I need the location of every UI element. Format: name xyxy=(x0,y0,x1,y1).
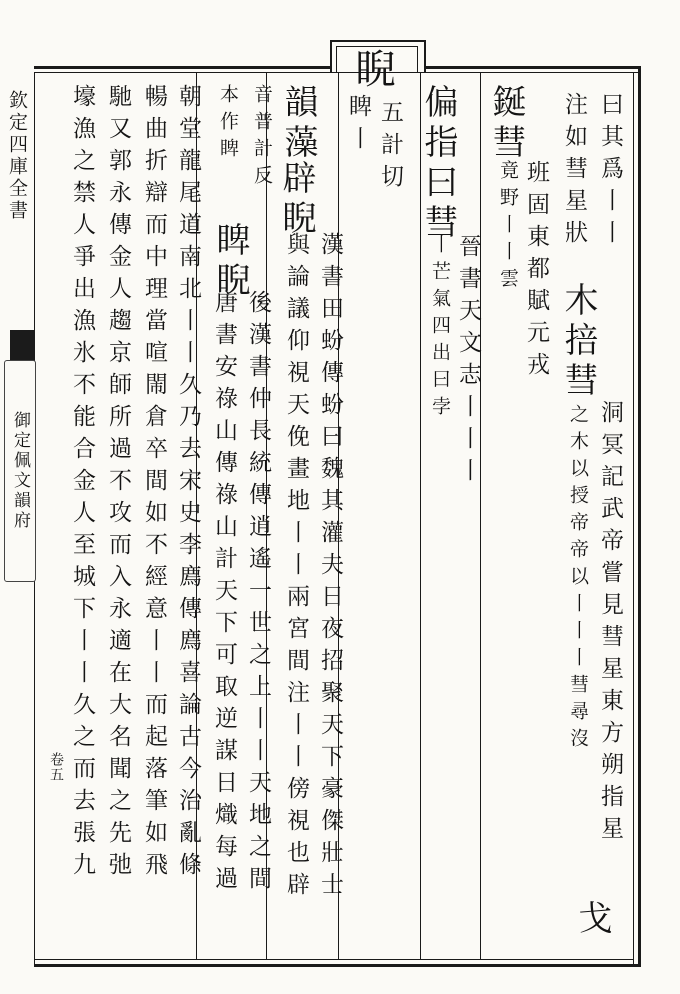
headword-chan-hui: 鋋彗 xyxy=(486,84,526,164)
text-column-8: 丨芒氣四出曰孛 xyxy=(429,234,451,423)
text-column-4-end: 戈 xyxy=(572,900,612,940)
text-column-15: 朝堂龍尾道南北丨丨久乃去宋史李廌傳廌喜論古今治亂條 xyxy=(175,84,201,884)
text-column-18: 壕漁之禁人爭出漁氷不能合金人至城下丨丨久之而去張九 xyxy=(69,84,95,884)
rhyme-reading: 五計切 xyxy=(377,100,403,196)
text-column-7: 晉書天文志丨丨丨 xyxy=(455,234,481,490)
text-column-4: 之木以授帝帝以丨丨丨彗尋沒 xyxy=(567,404,589,755)
frame-right-inner-rule xyxy=(633,72,634,966)
text-column-6: 竟野丨丨雲 xyxy=(497,160,519,295)
text-column-5: 班固東都賦元戎 xyxy=(523,160,549,384)
rhyme-character-ni: 睨 xyxy=(349,48,395,94)
headword-bi-ni: 辟睨 xyxy=(276,160,316,240)
frame-bottom-inner-rule xyxy=(34,959,634,960)
column-separator xyxy=(480,72,481,959)
headword-pi-ni: 睥睨 xyxy=(210,222,250,302)
rhyme-compound: 睥丨 xyxy=(345,94,371,158)
text-column-16: 暢曲折辯而中理當喧閙倉卒間如不經意丨丨而起落筆如飛 xyxy=(141,84,167,884)
text-column-17: 馳又郭永傳金人趨京師所過不攻而入永適在大名聞之先弛 xyxy=(105,84,131,884)
text-column-11: 漢書田蚡傳蚡曰魏其灌夫日夜招聚天下豪傑壯士 xyxy=(317,232,343,904)
text-column-13: 後漢書仲長統傳逍遙一世之上丨丨天地之間 xyxy=(245,290,271,898)
frame-bottom-rule xyxy=(34,964,641,967)
text-column-9: 音普計反 xyxy=(251,84,273,192)
text-column-3: 洞冥記武帝嘗見彗星東方朔指星 xyxy=(597,400,623,848)
text-column-2: 注如彗星狀 xyxy=(561,92,587,252)
section-marker-yunzao: 韻藻 xyxy=(278,84,318,164)
margin-title: 欽定四庫全書 xyxy=(6,90,28,222)
page-number: 卷五 xyxy=(48,752,64,782)
text-column-14: 唐書安祿山傳祿山計天下可取逆謀日熾每過 xyxy=(211,290,237,898)
text-column-12: 與論議仰視天俛畫地丨丨兩宮間注丨丨傍視也辟 xyxy=(283,232,309,904)
text-column-10: 本作睥 xyxy=(217,84,239,165)
text-column-1: 曰其爲丨丨 xyxy=(597,92,623,252)
margin-band-title: 御定佩文韻府 xyxy=(4,360,36,582)
frame-right-rule xyxy=(638,66,641,966)
headword-mu-pou-hui: 木掊彗 xyxy=(558,282,598,402)
headword-pian-zhi: 偏指曰彗 xyxy=(418,84,458,244)
